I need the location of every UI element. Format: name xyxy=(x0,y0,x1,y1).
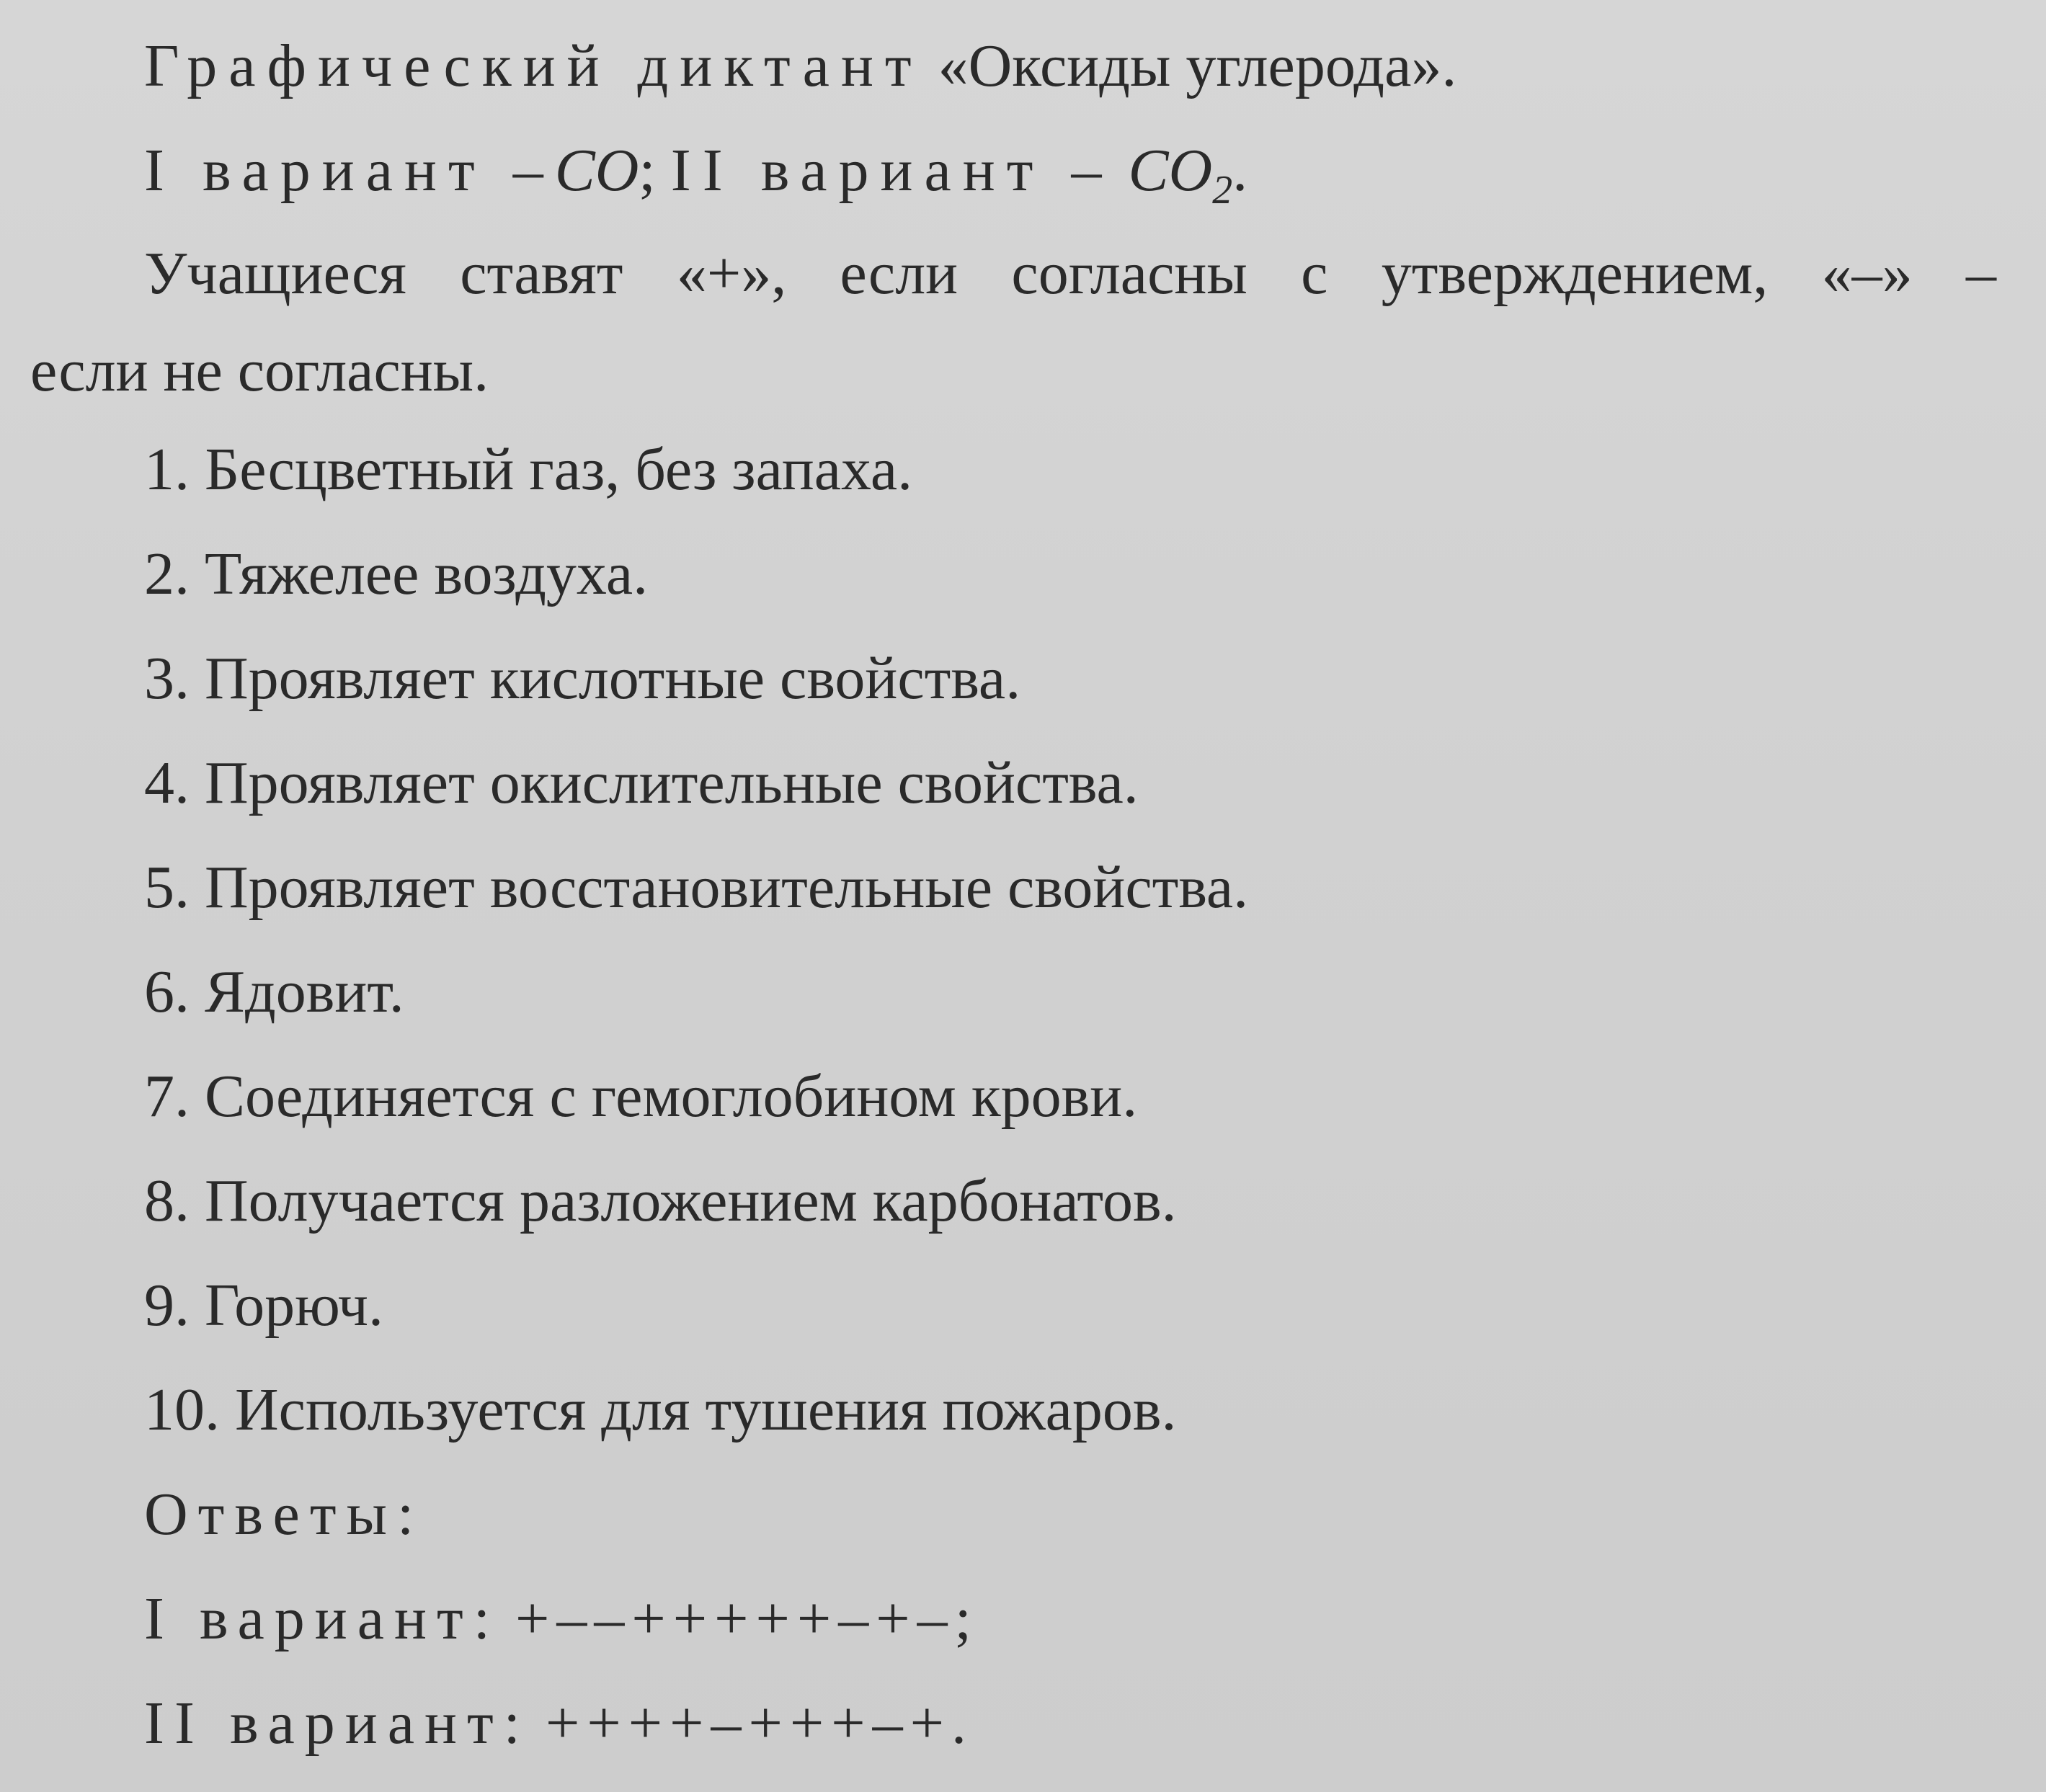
answers-variant-1-label: I вариант: xyxy=(144,1585,501,1652)
instructions-line-2: если не согласны. xyxy=(30,337,489,404)
variants-separator: ; xyxy=(639,137,656,204)
variant-1-label: I вариант – xyxy=(144,137,555,204)
instructions-line-1: Учащиеся ставят «+», если согласны с утверждением, «–» – xyxy=(144,240,1996,307)
variants-end: . xyxy=(1232,137,1248,204)
variants-line xyxy=(144,137,1248,213)
answers-variant-1-signs: +––+++++–+–; xyxy=(515,1585,979,1652)
statement-3: 3. Проявляет кислотные свойства. xyxy=(144,645,1021,712)
statement-10: 10. Используется для тушения пожаров. xyxy=(144,1376,1177,1443)
statement-7: 7. Соединяется с гемоглобином крови. xyxy=(144,1063,1138,1130)
statement-9: 9. Горюч. xyxy=(144,1272,383,1339)
variant-1-formula: CO xyxy=(554,137,639,204)
title-quoted: «Оксиды углерода». xyxy=(938,32,1457,99)
answers-variant-2-label: II вариант: xyxy=(144,1690,531,1757)
statement-4: 4. Проявляет окислительные свойства. xyxy=(144,749,1139,816)
variant-2-formula: $CO_2$ xyxy=(1128,137,1233,213)
statement-8: 8. Получается разложением карбонатов. xyxy=(144,1167,1177,1234)
variant-2-label: II вариант – xyxy=(670,137,1113,204)
answers-variant-1 xyxy=(144,1585,979,1652)
answers-heading: Ответы: xyxy=(144,1481,424,1548)
answers-variant-2-signs: ++++–+++–+. xyxy=(546,1690,974,1757)
statement-6: 6. Ядовит. xyxy=(144,958,404,1025)
title-line xyxy=(144,32,1457,99)
variant-2-subscript: 2 xyxy=(1212,167,1233,213)
answers-variant-2 xyxy=(144,1690,974,1757)
statement-5: 5. Проявляет восстановительные свойства. xyxy=(144,854,1249,921)
statement-1: 1. Бесцветный газ, без запаха. xyxy=(144,436,913,503)
title-spaced-word: Графический диктант xyxy=(144,32,923,99)
statement-2: 2. Тяжелее воздуха. xyxy=(144,540,649,607)
